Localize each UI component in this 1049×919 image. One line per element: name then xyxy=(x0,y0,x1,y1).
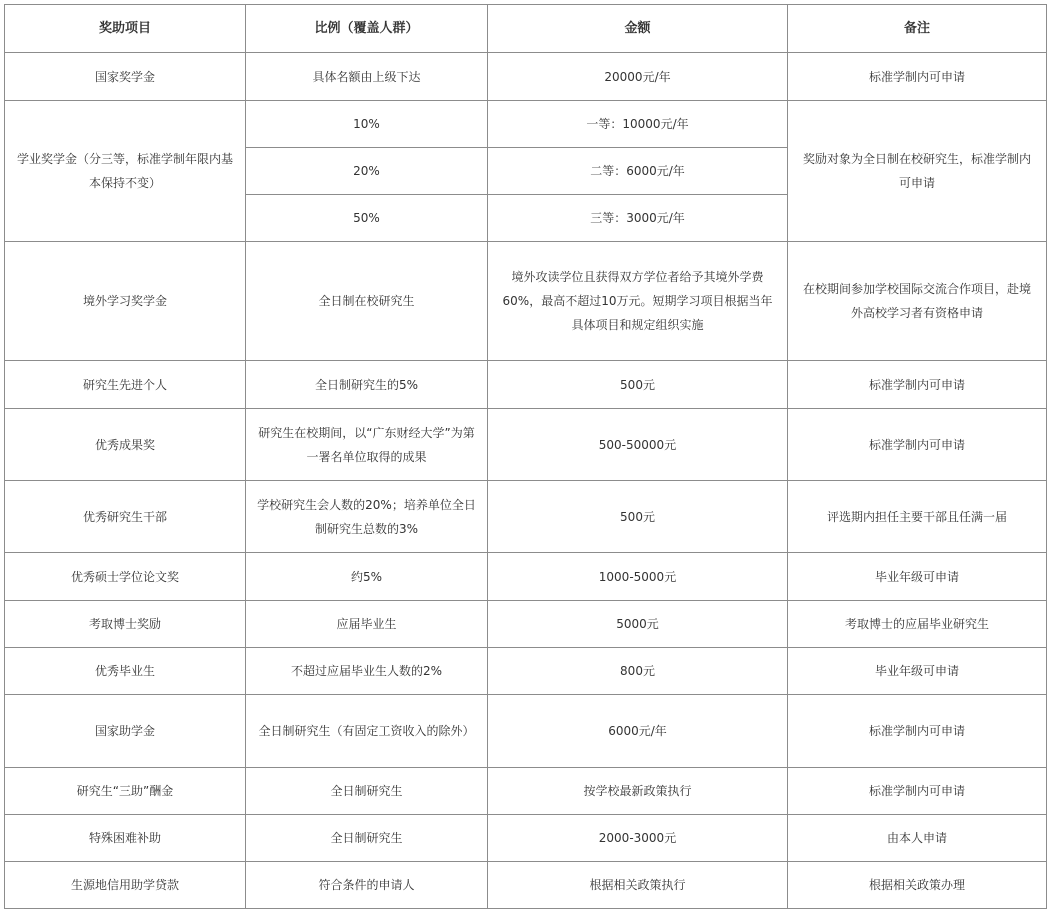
table-row xyxy=(5,862,1047,909)
header-item: 奖助项目 xyxy=(5,5,246,53)
amount-cell: 20000元/年 xyxy=(488,53,788,101)
note-cell: 评选期内担任主要干部且任满一届 xyxy=(788,481,1047,553)
table-row xyxy=(5,695,1047,768)
amount-cell: 按学校最新政策执行 xyxy=(488,768,788,815)
item-cell: 国家助学金 xyxy=(5,695,246,768)
ratio-cell: 50% xyxy=(246,195,488,242)
table-row xyxy=(5,553,1047,601)
table-row xyxy=(5,409,1047,481)
note-cell: 在校期间参加学校国际交流合作项目，赴境外高校学习者有资格申请 xyxy=(788,242,1047,361)
table-row xyxy=(5,361,1047,409)
ratio-cell: 20% xyxy=(246,148,488,195)
item-cell: 境外学习奖学金 xyxy=(5,242,246,361)
note-cell: 毕业年级可申请 xyxy=(788,553,1047,601)
amount-cell: 2000-3000元 xyxy=(488,815,788,862)
header-ratio: 比例（覆盖人群） xyxy=(246,5,488,53)
item-cell: 优秀成果奖 xyxy=(5,409,246,481)
note-cell: 标准学制内可申请 xyxy=(788,53,1047,101)
amount-cell: 500元 xyxy=(488,361,788,409)
amount-cell: 5000元 xyxy=(488,601,788,648)
amount-cell: 根据相关政策执行 xyxy=(488,862,788,909)
note-cell: 毕业年级可申请 xyxy=(788,648,1047,695)
ratio-cell: 具体名额由上级下达 xyxy=(246,53,488,101)
amount-cell: 500-50000元 xyxy=(488,409,788,481)
table-row xyxy=(5,101,1047,148)
item-cell: 优秀毕业生 xyxy=(5,648,246,695)
table-row xyxy=(5,481,1047,553)
amount-cell: 境外攻读学位且获得双方学位者给予其境外学费60%，最高不超过10万元。短期学习项目根据当年具体项目和规定组织实施 xyxy=(488,242,788,361)
note-cell: 奖励对象为全日制在校研究生，标准学制内可申请 xyxy=(788,101,1047,242)
ratio-cell: 学校研究生会人数的20%；培养单位全日制研究生总数的3% xyxy=(246,481,488,553)
item-cell: 研究生先进个人 xyxy=(5,361,246,409)
ratio-cell: 应届毕业生 xyxy=(246,601,488,648)
ratio-cell: 研究生在校期间，以“广东财经大学”为第一署名单位取得的成果 xyxy=(246,409,488,481)
ratio-cell: 全日制研究生（有固定工资收入的除外） xyxy=(246,695,488,768)
amount-cell: 500元 xyxy=(488,481,788,553)
ratio-cell: 全日制研究生的5% xyxy=(246,361,488,409)
scholarship-table xyxy=(4,4,1047,909)
item-cell: 生源地信用助学贷款 xyxy=(5,862,246,909)
header-amount: 金额 xyxy=(488,5,788,53)
note-cell: 标准学制内可申请 xyxy=(788,768,1047,815)
amount-cell: 6000元/年 xyxy=(488,695,788,768)
note-cell: 标准学制内可申请 xyxy=(788,695,1047,768)
item-cell: 优秀研究生干部 xyxy=(5,481,246,553)
amount-cell: 800元 xyxy=(488,648,788,695)
item-cell: 国家奖学金 xyxy=(5,53,246,101)
amount-cell: 一等：10000元/年 xyxy=(488,101,788,148)
amount-cell: 1000-5000元 xyxy=(488,553,788,601)
table-row xyxy=(5,815,1047,862)
header-note: 备注 xyxy=(788,5,1047,53)
table-row xyxy=(5,53,1047,101)
item-cell: 考取博士奖励 xyxy=(5,601,246,648)
ratio-cell: 符合条件的申请人 xyxy=(246,862,488,909)
table-row xyxy=(5,242,1047,361)
table-row xyxy=(5,768,1047,815)
item-cell: 学业奖学金（分三等，标准学制年限内基本保持不变） xyxy=(5,101,246,242)
note-cell: 标准学制内可申请 xyxy=(788,361,1047,409)
item-cell: 研究生“三助”酬金 xyxy=(5,768,246,815)
item-cell: 特殊困难补助 xyxy=(5,815,246,862)
item-cell: 优秀硕士学位论文奖 xyxy=(5,553,246,601)
note-cell: 考取博士的应届毕业研究生 xyxy=(788,601,1047,648)
ratio-cell: 全日制在校研究生 xyxy=(246,242,488,361)
ratio-cell: 全日制研究生 xyxy=(246,768,488,815)
note-cell: 标准学制内可申请 xyxy=(788,409,1047,481)
ratio-cell: 全日制研究生 xyxy=(246,815,488,862)
amount-cell: 三等：3000元/年 xyxy=(488,195,788,242)
ratio-cell: 10% xyxy=(246,101,488,148)
ratio-cell: 约5% xyxy=(246,553,488,601)
note-cell: 根据相关政策办理 xyxy=(788,862,1047,909)
table-header-row xyxy=(5,5,1047,53)
table-row xyxy=(5,601,1047,648)
amount-cell: 二等：6000元/年 xyxy=(488,148,788,195)
ratio-cell: 不超过应届毕业生人数的2% xyxy=(246,648,488,695)
table-row xyxy=(5,648,1047,695)
note-cell: 由本人申请 xyxy=(788,815,1047,862)
